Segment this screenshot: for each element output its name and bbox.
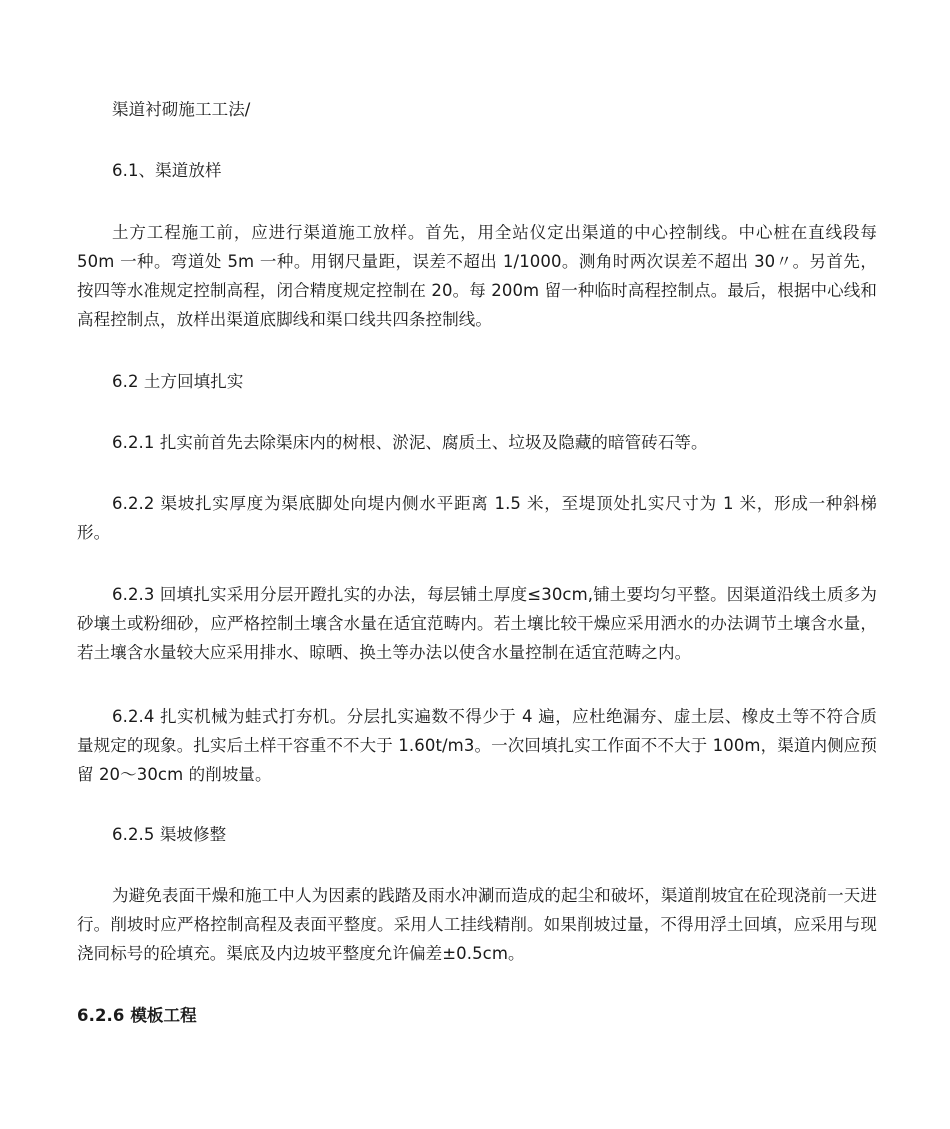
section-6-2-5-heading: 6.2.5 渠坡修整 (112, 825, 227, 844)
section-6-1-heading: 6.1、渠道放样 (112, 161, 222, 180)
section-6-2-4: 6.2.4 扎实机械为蛙式打夯机。分层扎实遍数不得少于 4 遍，应杜绝漏夯、虚土层、橡皮土等不符合质量规定的现象。扎实后土样干容重不不大于 1.60t/m3。一次回填扎实工作面不不大于 100m，渠道内侧应预留 20～30cm 的削坡量。 (77, 707, 877, 784)
section-6-2-6-heading: 6.2.6 模板工程 (77, 1006, 197, 1025)
section-6-2-heading: 6.2 土方回填扎实 (112, 372, 244, 391)
section-6-2-1: 6.2.1 扎实前首先去除渠床内的树根、淤泥、腐质土、垃圾及隐藏的暗管砖石等。 (112, 433, 708, 452)
section-6-2-3: 6.2.3 回填扎实采用分层开蹬扎实的办法，每层铺土厚度≤30cm,铺土要均匀平整。因渠道沿线土质多为砂壤土或粉细砂，应严格控制土壤含水量在适宜范畴内。若土壤比较干燥应采用洒水的办法调节土壤含水量，若土壤含水量较大应采用排水、晾晒、换土等办法以使含水量控制在适宜范畴之内。 (77, 585, 877, 662)
section-6-2-2: 6.2.2 渠坡扎实厚度为渠底脚处向堤内侧水平距离 1.5 米，至堤顶处扎实尺寸为 1 米，形成一种斜梯形。 (77, 494, 877, 542)
title-line: 渠道衬砌施工工法/ (112, 100, 251, 119)
section-6-2-5-body: 为避免表面干燥和施工中人为因素的践踏及雨水冲涮而造成的起尘和破坏，渠道削坡宜在砼现浇前一天进行。削坡时应严格控制高程及表面平整度。采用人工挂线精削。如果削坡过量，不得用浮土回填，应采用与现浇同标号的砼填充。渠底及内边坡平整度允许偏差±0.5cm。 (77, 886, 877, 963)
section-6-1-body: 土方工程施工前，应进行渠道施工放样。首先，用全站仪定出渠道的中心控制线。中心桩在直线段每 50m 一种。弯道处 5m 一种。用钢尺量距，误差不超出 1/1000。测角时两次误差不超出 30〃。另首先，按四等水准规定控制高程，闭合精度规定控制在 20。每 200m 留一种临时高程控制点。最后，根据中心线和高程控制点，放样出渠道底脚线和渠口线共四条控制线。 (77, 223, 877, 329)
